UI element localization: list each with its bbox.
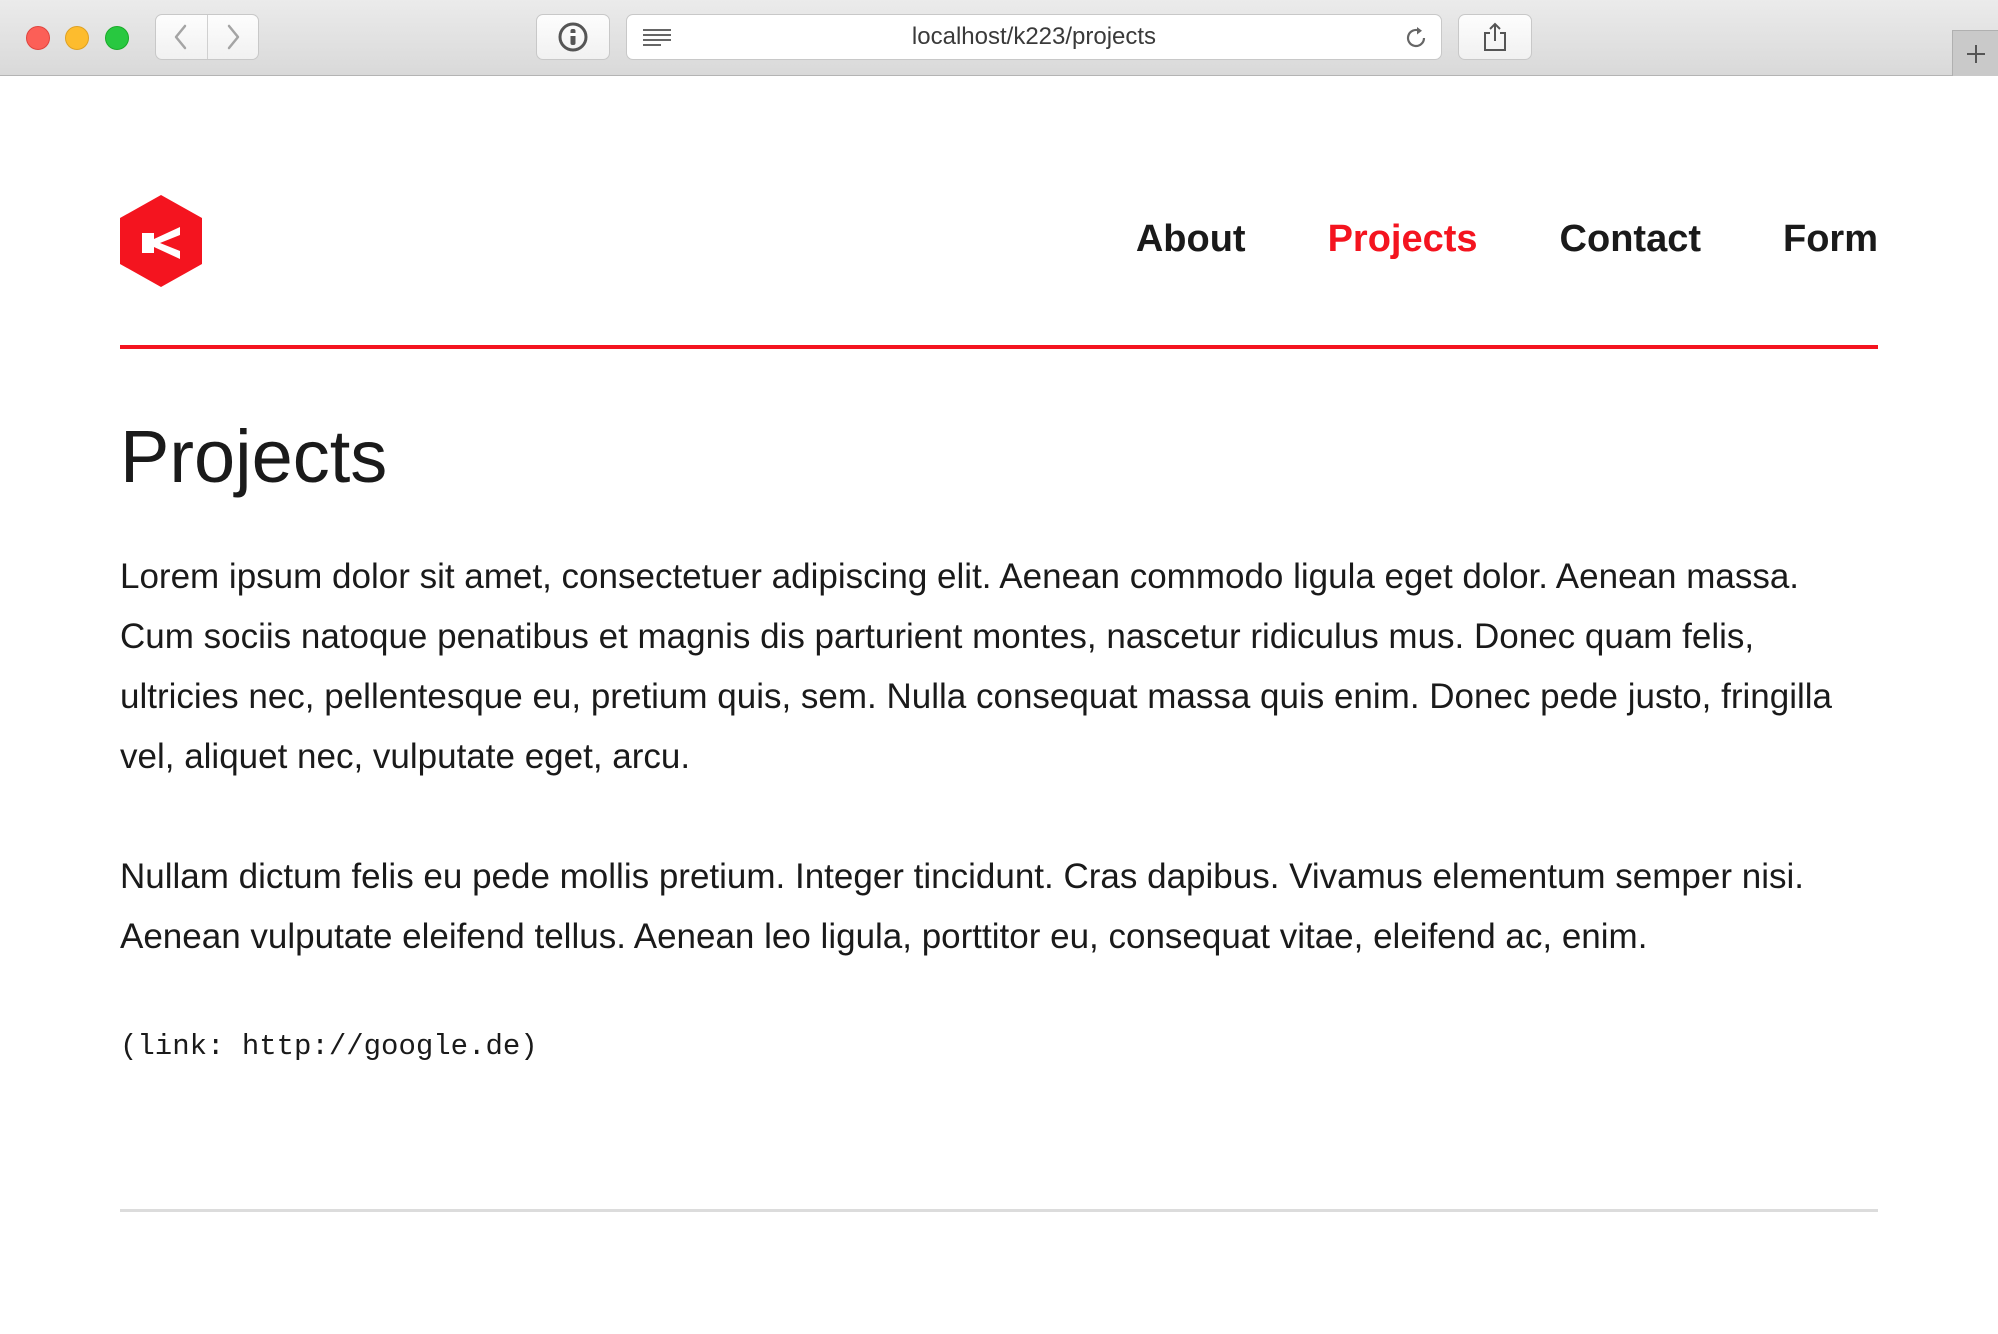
chevron-right-icon xyxy=(225,24,241,50)
hexagon-logo-icon[interactable] xyxy=(120,195,202,287)
paragraph: Nullam dictum felis eu pede mollis pretium. Integer tincidunt. Cras dapibus. Vivamus elementum semper nisi. Aenean vulputate eleifend tellus. Aenean leo ligula, porttitor eu, consequat vitae, eleifend ac, enim. xyxy=(120,857,1804,956)
menu-item-projects[interactable]: Projects xyxy=(1327,218,1478,260)
link-code-text: (link: http://google.de) xyxy=(120,1030,538,1063)
menu-item-about[interactable]: About xyxy=(1135,218,1246,260)
main-menu xyxy=(1054,215,1878,263)
reload-icon[interactable] xyxy=(1403,25,1429,56)
zoom-window-button[interactable] xyxy=(105,26,129,50)
chevron-left-icon xyxy=(173,24,189,50)
key-icon xyxy=(557,21,589,53)
plus-icon xyxy=(1965,43,1987,65)
forward-button[interactable] xyxy=(207,15,259,59)
address-bar[interactable] xyxy=(626,14,1442,60)
close-window-button[interactable] xyxy=(26,26,50,50)
paragraph: Lorem ipsum dolor sit amet, consectetuer adipiscing elit. Aenean commodo ligula eget dolor. Aenean massa. Cum sociis natoque penatibus et magnis dis parturient montes, nascetur ridiculus mus. Donec quam felis, ultricies nec, pellentesque eu, pretium quis, sem. Nulla consequat massa quis enim. Donec pede justo, fringilla vel, aliquet nec, vulputate eget, arcu. xyxy=(120,557,1833,776)
menu-item-contact[interactable]: Contact xyxy=(1559,218,1701,260)
site-header xyxy=(120,77,1878,347)
page xyxy=(0,77,1998,1334)
back-button[interactable] xyxy=(156,15,207,59)
page-title: Projects xyxy=(120,415,388,498)
share-button[interactable] xyxy=(1458,14,1532,60)
history-navigation xyxy=(155,14,259,60)
footer-divider xyxy=(120,1209,1878,1212)
browser-toolbar xyxy=(0,0,1998,76)
menu-item-form[interactable]: Form xyxy=(1783,218,1878,260)
url-text[interactable]: localhost/k223/projects xyxy=(911,23,1157,50)
password-manager-button[interactable] xyxy=(536,14,610,60)
new-tab-button[interactable] xyxy=(1952,30,1998,76)
minimize-window-button[interactable] xyxy=(65,26,89,50)
main-content xyxy=(120,407,1878,1067)
share-icon xyxy=(1482,22,1508,52)
header-divider xyxy=(120,345,1878,349)
